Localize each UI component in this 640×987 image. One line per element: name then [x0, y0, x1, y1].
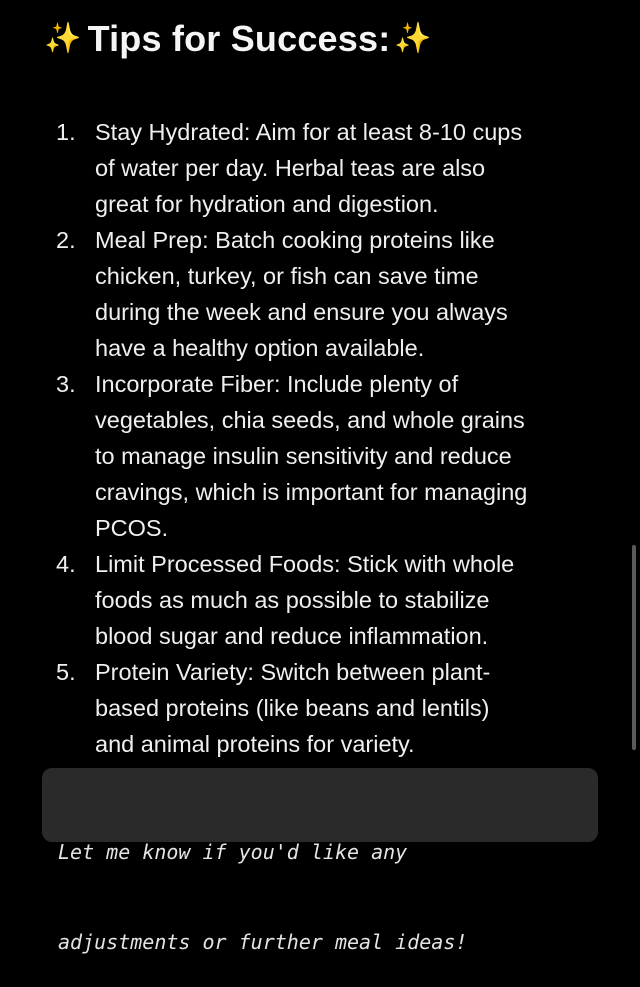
section-heading	[44, 18, 432, 60]
tip-line: based proteins (like beans and lentils)	[95, 695, 490, 721]
sparkles-icon: ✨	[394, 22, 432, 55]
tip-line: to manage insulin sensitivity and reduce	[95, 443, 512, 469]
heading-text: Tips for Success:	[87, 18, 391, 59]
sparkles-icon: ✨	[44, 22, 82, 55]
tip-number: 5.	[56, 659, 76, 685]
tip-line: Meal Prep: Batch cooking proteins like	[95, 227, 495, 253]
closing-note-line: adjustments or further meal ideas!	[58, 930, 468, 954]
tip-line: blood sugar and reduce inflammation.	[95, 623, 489, 649]
closing-note-line: Let me know if you'd like any	[58, 840, 408, 864]
tip-line: and animal proteins for variety.	[95, 731, 415, 757]
tip-number: 3.	[56, 371, 76, 397]
tip-line: great for hydration and digestion.	[95, 191, 439, 217]
tip-line: have a healthy option available.	[95, 335, 425, 361]
tip-line: cravings, which is important for managing	[95, 479, 528, 505]
tip-line: Stay Hydrated: Aim for at least 8-10 cups	[95, 119, 523, 145]
tip-line: chicken, turkey, or fish can save time	[95, 263, 479, 289]
tip-line: Limit Processed Foods: Stick with whole	[95, 551, 515, 577]
tip-item	[56, 114, 616, 222]
tip-item	[56, 222, 616, 366]
tip-line: Protein Variety: Switch between plant-	[95, 659, 491, 685]
tip-number: 4.	[56, 551, 76, 577]
scrollbar-thumb[interactable]	[632, 545, 636, 750]
tips-list	[56, 114, 616, 762]
tip-item	[56, 366, 616, 546]
tip-line: Incorporate Fiber: Include plenty of	[95, 371, 459, 397]
tip-item	[56, 654, 616, 762]
tip-line: PCOS.	[95, 515, 169, 541]
tip-item	[56, 546, 616, 654]
tip-line: of water per day. Herbal teas are also	[95, 155, 486, 181]
tip-line: vegetables, chia seeds, and whole grains	[95, 407, 525, 433]
tip-number: 2.	[56, 227, 76, 253]
tip-number: 1.	[56, 119, 76, 145]
tip-line: during the week and ensure you always	[95, 299, 508, 325]
closing-note-code-block	[42, 768, 598, 954]
tip-line: foods as much as possible to stabilize	[95, 587, 490, 613]
